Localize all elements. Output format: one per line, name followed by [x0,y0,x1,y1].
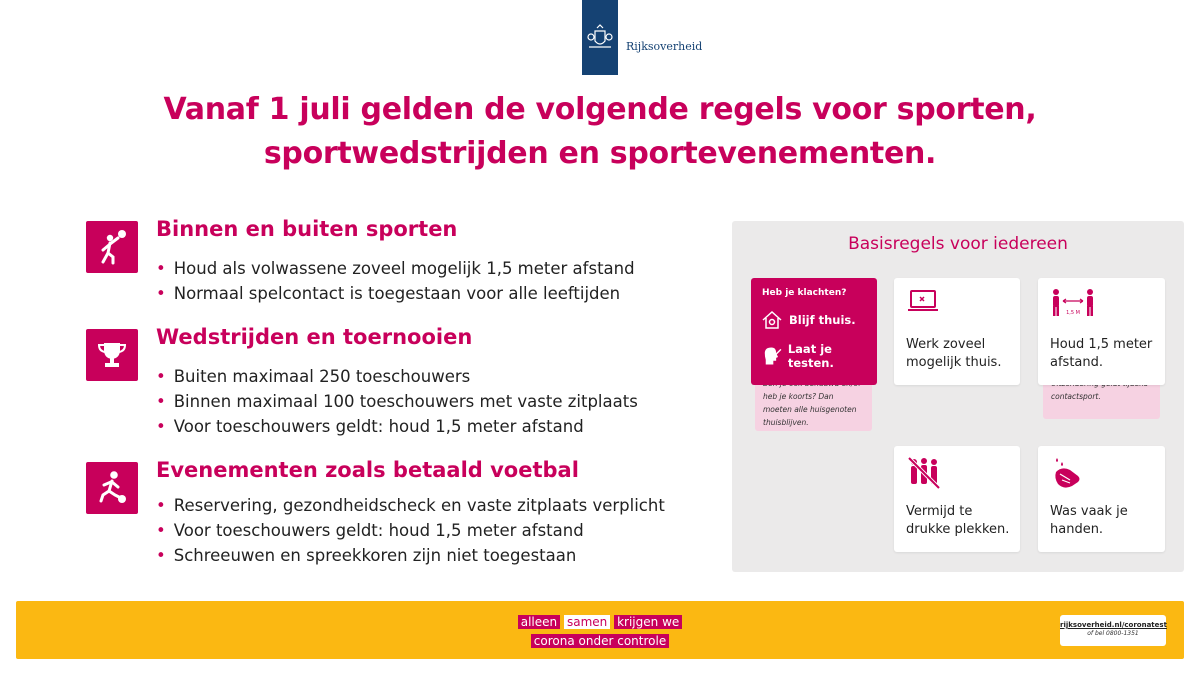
wash-hands-card [1038,446,1165,552]
coat-of-arms-icon [586,23,614,53]
contact-box [1060,615,1166,646]
slogan-word: alleen [518,615,560,629]
crowd-icon [906,456,942,490]
distance-note: contactsport. [1043,371,1160,419]
klachten-card [751,278,877,385]
rule-heading: Evenementen zoals betaald voetbal [156,458,579,482]
crowds-text: Vermijd te drukke plekken. [906,504,1010,537]
work-home-card [894,278,1020,385]
list-item: • Voor toeschouwers geldt: houd 1,5 meter afstand [156,417,584,436]
list-item: • Voor toeschouwers geldt: houd 1,5 meter afstand [156,521,584,540]
klachten-note: heb je koorts? Dan moeten alle huisgenoten thuisblijven. [755,371,872,431]
logo-text: Rijksoverheid [626,40,703,53]
wash-hands-icon [1050,456,1086,490]
slogan-word: samen [564,615,610,629]
rijksoverheid-logo [582,0,618,75]
rule-list [156,493,665,568]
page-title [0,88,1200,176]
distance-text: Houd 1,5 meter afstand. [1050,337,1153,370]
crowds-card [894,446,1020,552]
rule-heading: Binnen en buiten sporten [156,217,458,241]
list-item: • Schreeuwen en spreekkoren zijn niet toegestaan [156,546,577,565]
campaign-slogan [16,613,1184,651]
wash-hands-text: Was vaak je handen. [1050,504,1128,537]
panel-title: Basisregels voor iedereen [848,234,1068,254]
trophy-icon [86,329,138,381]
list-item: • Houd als volwassene zoveel mogelijk 1,5 meter afstand [156,259,635,278]
rule-list [156,364,638,439]
work-home-text: Werk zoveel mogelijk thuis. [906,337,1002,370]
title-line-2: sportwedstrijden en sportevenementen. [263,136,937,171]
list-item: • Normaal spelcontact is toegestaan voor alle leeftijden [156,284,621,303]
klachten-question: Heb je klachten? [762,288,847,298]
get-tested-row: Laat je testen. [761,342,877,370]
title-line-1: Vanaf 1 juli gelden de volgende regels voor sporten, [163,92,1037,127]
rule-list [156,256,635,306]
phone-number: of bel 0800-1351 [1087,630,1139,637]
distance-people-icon [1050,288,1096,322]
list-item: • Buiten maximaal 250 toeschouwers [156,367,471,386]
slogan-word: corona onder controle [531,634,669,648]
volleyball-player-icon [86,221,138,273]
slogan-word: krijgen we [614,615,682,629]
basisregels-panel [732,221,1184,572]
house-icon [761,310,783,330]
rule-heading: Wedstrijden en toernooien [156,325,473,349]
distance-card [1038,278,1165,385]
laptop-icon [906,288,940,314]
list-item: • Reservering, gezondheidscheck en vaste zitplaats verplicht [156,496,665,515]
football-player-icon [86,462,138,514]
list-item: • Binnen maximaal 100 toeschouwers met vaste zitplaats [156,392,638,411]
distance-icon-label: 1,5 M [1066,310,1080,316]
coronatest-link[interactable]: rijksoverheid.nl/coronatest [1060,621,1167,629]
stay-home-row: Blijf thuis. [761,310,856,330]
test-swab-icon [761,345,782,367]
footer-bar [16,601,1184,659]
